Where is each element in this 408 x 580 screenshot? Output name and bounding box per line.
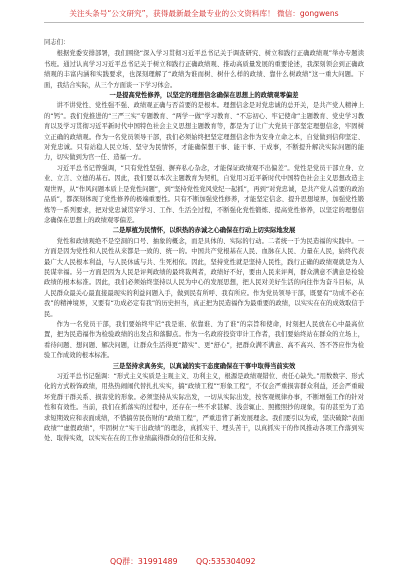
section-heading-3: 三是坚持求真务实，以真诚的实干态度确保在干事中取得当前实效 (112, 362, 296, 370)
section-2-paragraph-1: 党性和政绩观绝不是空洞的口号、抽象的概念，而是具体的、实际的行动。二者统一于为民造福的实践中。一方面是因为党性和人民性从来都是一致的、统一的。中国共产党根基在人民、血脉在人民、力量在人民，始终代表最广大人民根本利益，与人民休戚与共、生死相依。因此，坚持党性就是坚持人民性，践行正确的政绩观就是为人民谋幸福。另一方面是因为人民是评判政绩的最终裁判者，政绩好不好，要由人民来评判，群众满意不满意是检验政绩的根本标准。因此，我们必须始终坚持以人民为中心的发展思想，把人民对美好生活的向往作为奋斗目标，从人民群众最关心最直接最现实的利益问题入手，做到民有所呼、我有所应。作为党员领导干部，既要有“功成不必在我”的精神境界，又要有“功成必定有我”的历史担当，真正把为民造福作为最重要的政绩，以实实在在的成效取信于民。 (44, 237, 364, 318)
section-1-paragraph-2: 习近平总书记曾强调，“只有党性坚强、摒弃私心杂念，才能保证政绩观不出偏差”。党性是党员干部立身、立业、立言、立德的基石。因此，我们要以本次主题教育为契机，自觉用习近平新时代中国特色社会主义思想改造主观世界，从“作风问题本质上是党性问题”，到“坚持党性党风党纪一起抓”，再到“对党忠诚，是共产党人首要的政治品质”，都深刻体现了党性修养的极端重要性。只有不断加强党性修养，才能坚定信念、提升思想境界，加强党性锻炼等一系列要求，把对党忠诚贯穿学习、工作、生活全过程，不断强化党性锻炼、提高党性修养，以坚定的理想信念确保在思想上的政绩观零偏差。 (44, 164, 364, 224)
section-2-paragraph-2: 作为一名党员干部，我们要始终牢记“我是谁、依靠谁、为了谁”的宗旨和使命，时刻把人民放在心中最高位置，把为民造福作为检验政绩的出发点和落脚点。作为一名政府投资审计工作者，我们要始终站在群众的立场上，看待问题、想问题、解决问题，让群众生活得更“踏实”、更“舒心”，把群众满不满意、高不高兴、答不答应作为检验工作成效的根本标准。 (44, 320, 364, 360)
qq-number: QQ:535304092 (196, 557, 256, 566)
salutation: 同志们： (44, 39, 70, 46)
section-1-paragraph-1: 讲不讲党性、党性强不强、政绩观正确与否首要的是根本。理想信念是对党忠诚的总开关，是共产党人精神上的“钙”。我们党推进的“三严三实”专题教育、“两学一做”学习教育、“不忘初心、牢记使命”主题教育、党史学习教育以及学习贯彻习近平新时代中国特色社会主义思想主题教育等，都是为了让广大党员干部坚定理想信念，牢固树立正确的政绩观。作为一名党员领导干部，我们必须始终把坚定理想信念作为安身立命之本，自觉做到信仰坚定、对党忠诚。只有站稳人民立场、坚守为民情怀，才能确保想干事、能干事、干成事，不断提升解决实际问题的能力，切实做到为官一任、造福一方。 (44, 102, 364, 162)
intro-paragraph: 根据党委安排部署，我们围绕“深入学习贯彻习近平总书记关于调查研究、树立和践行正确政绩观”举办专题读书班。通过认真学习习近平总书记关于树立和践行正确政绩观、推动高质量发展的重要论述，我深刻领会到正确政绩观的丰富内涵和实践要求，也深刻理解了“政绩为谁而树、树什么样的政绩、靠什么树政绩”这一重大问题。下面，我结合实际，从三个方面谈一下学习体会。 (44, 50, 364, 89)
footer-contact (110, 556, 298, 568)
section-heading-2: 二是厚植为民情怀，以炽热的赤诚之心确保在行动上切实际地发展 (112, 227, 296, 235)
qq-group: QQ群：31991489 (110, 557, 178, 566)
section-3-paragraph-1: 习近平总书记强调：“形式主义实质是主观主义、功利主义，根源是政绩观错位、责任心缺失。”用数数字、形式化的方式粉饰政绩，用热热闹闹代替扎扎实实，搞“政绩工程”“形象工程”，不仅会严重损害群众利益，还会严重破坏党群干群关系、损害党的形象。必须坚持从实际出发，一切从实际出发，按客观规律办事，不断增强工作的针对性和有效性。当前，我们在抓落实的过程中，还存在一些不求甚解、浅尝辄止、照搬照抄的现象，有的甚至为了追求短期效应和表面成绩，不惜搞劳民伤财的“政绩工程”，严重违背了新发展理念。我们要引以为戒，坚决破除“表面政绩”“虚假政绩”，牢固树立“实干出政绩”的理念，真抓实干、埋头苦干，以真抓实干的作风推动各项工作落到实处、取得实效，以实实在在的工作业绩赢得群众的信任和支持。 (44, 373, 364, 443)
section-heading-1: 一是提高党性修养，以坚定的理想信念确保在思想上的政绩观零偏差 (109, 92, 299, 100)
header-banner: 关注头条号“公文研究”，获得最新最全最专业的公文资料库！ 微信：gongwens (69, 9, 339, 18)
header-divider (44, 22, 364, 23)
document-body (44, 38, 364, 445)
